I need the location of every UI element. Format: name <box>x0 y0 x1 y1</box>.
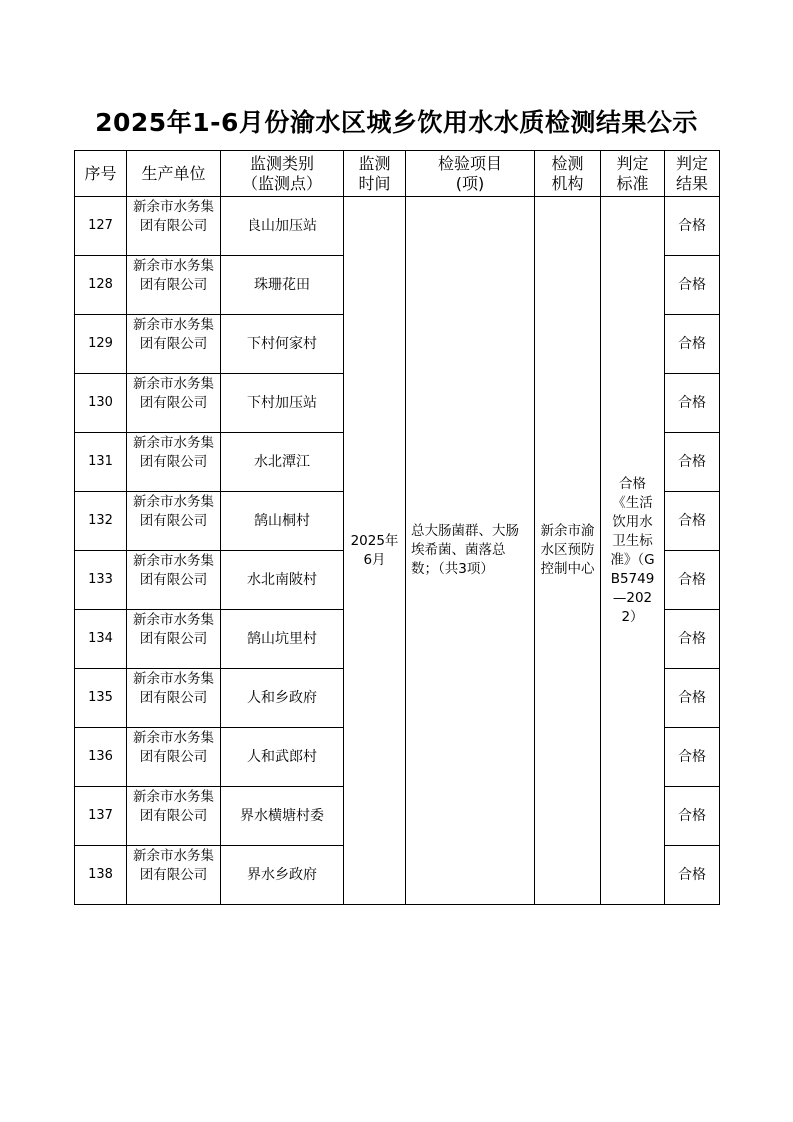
test-items <box>406 197 535 905</box>
row-monitor-point: 良山加压站 <box>221 197 344 256</box>
page-title: 2025年1-6月份渝水区城乡饮用水水质检测结果公示 <box>95 108 698 137</box>
row-seq: 131 <box>75 433 127 492</box>
row-unit: 新余市水务集团有限公司 <box>127 256 221 315</box>
header-result: 判定 结果 <box>665 151 720 197</box>
judgement-standard-text: 合格《生活饮用水卫生标准》（GB5749—2022） <box>610 475 655 625</box>
row-seq: 136 <box>75 728 127 787</box>
row-seq: 138 <box>75 846 127 905</box>
row-seq: 134 <box>75 610 127 669</box>
row-monitor-point: 下村加压站 <box>221 374 344 433</box>
row-unit: 新余市水务集团有限公司 <box>127 669 221 728</box>
row-seq: 135 <box>75 669 127 728</box>
header-time: 监测 时间 <box>344 151 406 197</box>
row-result: 合格 <box>665 374 720 433</box>
row-result: 合格 <box>665 492 720 551</box>
row-monitor-point: 水北南陂村 <box>221 551 344 610</box>
test-items-text: 总大肠菌群、大肠埃希菌、菌落总数；（共3项） <box>411 523 519 577</box>
row-unit: 新余市水务集团有限公司 <box>127 492 221 551</box>
row-unit: 新余市水务集团有限公司 <box>127 374 221 433</box>
header-seq: 序号 <box>75 151 127 197</box>
row-result: 合格 <box>665 846 720 905</box>
header-items: 检验项目 (项) <box>406 151 535 197</box>
testing-org-text: 新余市渝水区预防控制中心 <box>540 523 595 577</box>
row-result: 合格 <box>665 728 720 787</box>
row-result: 合格 <box>665 433 720 492</box>
row-seq: 129 <box>75 315 127 374</box>
row-unit: 新余市水务集团有限公司 <box>127 551 221 610</box>
row-unit: 新余市水务集团有限公司 <box>127 610 221 669</box>
table-row <box>75 197 720 256</box>
header-org: 检测 机构 <box>535 151 601 197</box>
row-seq: 133 <box>75 551 127 610</box>
row-unit: 新余市水务集团有限公司 <box>127 846 221 905</box>
testing-org <box>535 197 601 905</box>
row-unit: 新余市水务集团有限公司 <box>127 728 221 787</box>
monitor-time-text: 2025年6月 <box>350 532 399 568</box>
header-category: 监测类别 （监测点） <box>221 151 344 197</box>
table-body <box>75 197 720 905</box>
row-monitor-point: 水北潭江 <box>221 433 344 492</box>
header-unit: 生产单位 <box>127 151 221 197</box>
row-result: 合格 <box>665 610 720 669</box>
row-monitor-point: 珠珊花田 <box>221 256 344 315</box>
row-monitor-point: 界水横塘村委 <box>221 787 344 846</box>
row-seq: 137 <box>75 787 127 846</box>
row-result: 合格 <box>665 787 720 846</box>
header-row <box>75 151 720 197</box>
row-result: 合格 <box>665 197 720 256</box>
row-result: 合格 <box>665 669 720 728</box>
row-monitor-point: 鹄山坑里村 <box>221 610 344 669</box>
judgement-standard <box>601 197 665 905</box>
header-standard: 判定 标准 <box>601 151 665 197</box>
row-seq: 128 <box>75 256 127 315</box>
row-monitor-point: 下村何家村 <box>221 315 344 374</box>
row-monitor-point: 人和乡政府 <box>221 669 344 728</box>
row-unit: 新余市水务集团有限公司 <box>127 315 221 374</box>
results-table <box>74 150 720 905</box>
monitor-time <box>344 197 406 905</box>
row-seq: 130 <box>75 374 127 433</box>
row-result: 合格 <box>665 256 720 315</box>
row-unit: 新余市水务集团有限公司 <box>127 197 221 256</box>
row-unit: 新余市水务集团有限公司 <box>127 433 221 492</box>
row-result: 合格 <box>665 551 720 610</box>
row-monitor-point: 界水乡政府 <box>221 846 344 905</box>
row-monitor-point: 人和武郎村 <box>221 728 344 787</box>
row-unit: 新余市水务集团有限公司 <box>127 787 221 846</box>
row-monitor-point: 鹄山桐村 <box>221 492 344 551</box>
row-seq: 127 <box>75 197 127 256</box>
row-result: 合格 <box>665 315 720 374</box>
row-seq: 132 <box>75 492 127 551</box>
